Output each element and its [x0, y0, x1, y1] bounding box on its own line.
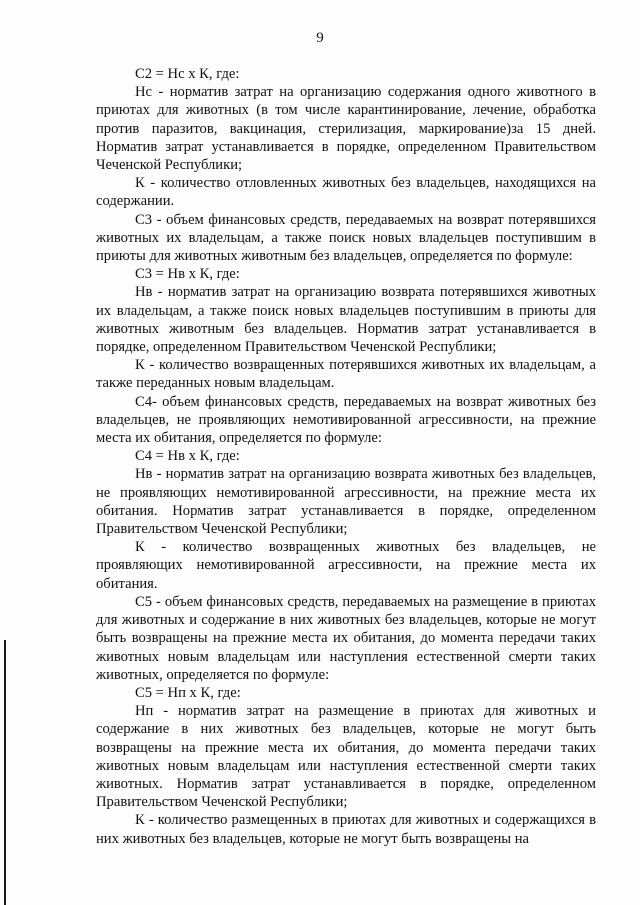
paragraph-hv-definition-c3: Нв - норматив затрат на организацию возврата потерявшихся животных их владельцам, а также поиск новых владельцев поступившим в приюты для животных животным без владельцев. Норматив затрат устанавливается в порядке, определенном Правительством Чеченской Республики;: [96, 284, 596, 356]
paragraph-hs-definition: Нс - норматив затрат на организацию содержания одного животного в приютах для животных (в том числе карантинирование, лечение, обработка против паразитов, вакцинация, стерилизация, маркирование)за 15 дней. Норматив затрат устанавливается в порядке, определенном Правительством Чеченской Республики;: [96, 84, 596, 174]
paragraph-hv-definition-c4: Нв - норматив затрат на организацию возврата животных без владельцев, не проявляющих немотивированной агрессивности, на прежние места их обитания. Норматив затрат устанавливается в порядке, определенном Правительством Чеченской Республики;: [96, 466, 596, 538]
document-body: [96, 65, 596, 848]
paragraph-k-definition-c3: К - количество возвращенных потерявшихся животных их владельцам, а также переданных новым владельцам.: [96, 357, 596, 392]
formula-c3: С3 = Нв х К, где:: [135, 266, 240, 283]
scan-edge-line: [4, 640, 6, 905]
paragraph-k-definition-c4: К - количество возвращенных животных без владельцев, не проявляющих немотивированной агрессивности, на прежние места их обитания.: [96, 539, 596, 592]
paragraph-hp-definition: Нп - норматив затрат на размещение в приютах для животных и содержание в них животных без владельцев, которые не могут быть возвращены на прежние места их обитания, до момента передачи таких животных новым владельцам или наступления естественной смерти таких животных. Норматив затрат устанавливается в порядке, определенном Правительством Чеченской Республики;: [96, 703, 596, 811]
paragraph-k-definition-c2: К - количество отловленных животных без владельцев, находящихся на содержании.: [96, 175, 596, 210]
paragraph-c3-description: С3 - объем финансовых средств, передаваемых на возврат потерявшихся животных их владельцам, а также поиск новых владельцев поступившим в приюты для животных животным без владельцев, определяется по формуле:: [96, 211, 596, 265]
paragraph-c4-description: С4- объем финансовых средств, передаваемых на возврат животных без владельцев, не проявляющих немотивированной агрессивности, на прежние места их обитания, определяется по формуле:: [96, 393, 596, 447]
formula-c4: С4 = Нв х К, где:: [135, 448, 240, 465]
paragraph-k-definition-c5: К - количество размещенных в приютах для животных и содержащихся в них животных без владельцев, которые не могут быть возвращены на: [96, 812, 596, 847]
paragraph-c5-description: С5 - объем финансовых средств, передаваемых на размещение в приютах для животных и содержание в них животных без владельцев, которые не могут быть возвращены на прежние места их обитания, до момента передачи таких животных новым владельцам или наступления естественной смерти таких животных, определяется по формуле:: [96, 593, 596, 683]
formula-c5: С5 = Нп х К, где:: [135, 684, 241, 701]
formula-c2: С2 = Нс х К, где:: [135, 66, 240, 82]
page-number: 9: [316, 30, 324, 46]
